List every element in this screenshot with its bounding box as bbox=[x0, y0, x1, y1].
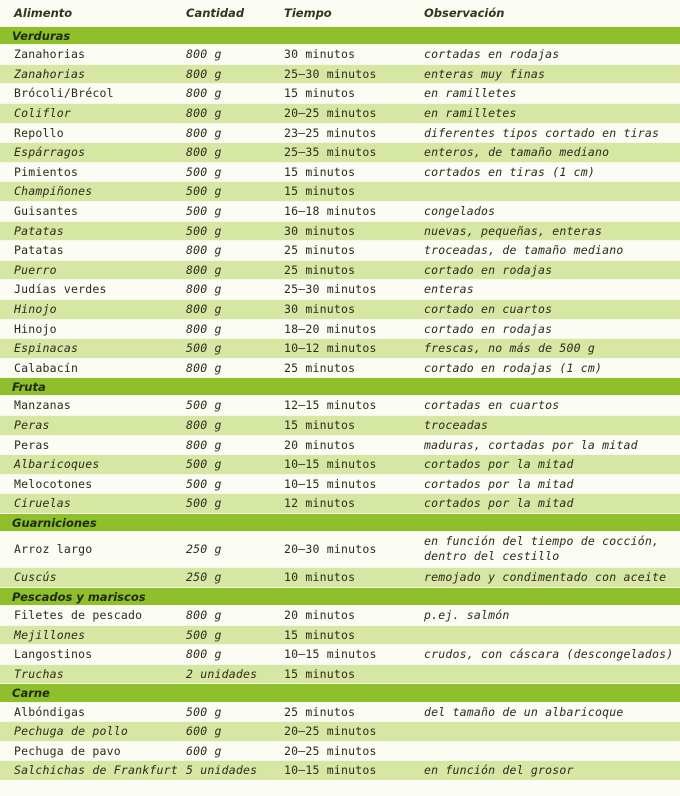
cell-cantidad: 500 g bbox=[186, 223, 222, 238]
cell-tiempo: 12 minutos bbox=[284, 496, 356, 511]
cell-alimento: Peras bbox=[14, 437, 50, 452]
cell-tiempo: 10–15 minutos bbox=[284, 457, 377, 472]
cell-tiempo: 20–25 minutos bbox=[284, 724, 377, 739]
cell-cantidad: 800 g bbox=[186, 418, 222, 433]
section-header: Verduras bbox=[0, 26, 680, 44]
cell-cantidad: 500 g bbox=[186, 341, 222, 356]
cell-alimento: Peras bbox=[14, 418, 50, 433]
cell-tiempo: 10–15 minutos bbox=[284, 763, 377, 778]
cell-cantidad: 500 g bbox=[186, 203, 222, 218]
cell-alimento: Brócoli/Brécol bbox=[14, 86, 114, 101]
cell-cantidad: 800 g bbox=[186, 647, 222, 662]
table-row bbox=[0, 181, 680, 201]
cell-observacion: en ramilletes bbox=[424, 86, 517, 101]
cell-tiempo: 30 minutos bbox=[284, 47, 356, 62]
cell-alimento: Albaricoques bbox=[14, 457, 100, 472]
cell-observacion: troceadas bbox=[424, 418, 489, 433]
cell-tiempo: 25–30 minutos bbox=[284, 66, 377, 81]
cell-observacion: en ramilletes bbox=[424, 105, 517, 120]
cell-cantidad: 800 g bbox=[186, 282, 222, 297]
table-row bbox=[0, 605, 680, 625]
table-row bbox=[0, 567, 680, 587]
cell-alimento: Repollo bbox=[14, 125, 64, 140]
table-row bbox=[0, 142, 680, 162]
cell-observacion: cortadas en rodajas bbox=[424, 47, 560, 62]
cell-observacion: cortados por la mitad bbox=[424, 476, 574, 491]
table-row bbox=[0, 221, 680, 241]
cell-tiempo: 16–18 minutos bbox=[284, 203, 377, 218]
cell-observacion: enteras bbox=[424, 282, 474, 297]
cell-tiempo: 15 minutos bbox=[284, 184, 356, 199]
cell-alimento: Salchichas de Frankfurt bbox=[14, 763, 178, 778]
section-header: Pescados y mariscos bbox=[0, 587, 680, 605]
cell-cantidad: 800 g bbox=[186, 360, 222, 375]
cell-tiempo: 10–12 minutos bbox=[284, 341, 377, 356]
cell-observacion: en función del grosor bbox=[424, 763, 574, 778]
cell-cantidad: 800 g bbox=[186, 608, 222, 622]
table-row bbox=[0, 279, 680, 299]
section-header: Guarniciones bbox=[0, 513, 680, 531]
cell-observacion: en función del tiempo de cocción, dentro del cestillo bbox=[424, 534, 660, 564]
cell-observacion: troceadas, de tamaño mediano bbox=[424, 243, 624, 258]
cell-tiempo: 20 minutos bbox=[284, 437, 356, 452]
cell-alimento: Melocotones bbox=[14, 476, 93, 491]
cell-observacion: enteros, de tamaño mediano bbox=[424, 145, 610, 160]
header-alimento: Alimento bbox=[14, 6, 73, 20]
section-header: Fruta bbox=[0, 377, 680, 395]
cell-cantidad: 800 g bbox=[186, 105, 222, 120]
cell-alimento: Cuscús bbox=[14, 570, 57, 585]
cell-tiempo: 18–20 minutos bbox=[284, 321, 377, 336]
cell-cantidad: 500 g bbox=[186, 184, 222, 199]
cell-cantidad: 800 g bbox=[186, 262, 222, 277]
table-row bbox=[0, 435, 680, 455]
cell-tiempo: 20–25 minutos bbox=[284, 105, 377, 120]
cell-observacion: crudos, con cáscara (descongelados) bbox=[424, 647, 674, 662]
table-row bbox=[0, 474, 680, 494]
cell-cantidad: 800 g bbox=[186, 145, 222, 160]
table-row bbox=[0, 454, 680, 474]
cell-observacion: p.ej. salmón bbox=[424, 608, 510, 622]
cell-tiempo: 15 minutos bbox=[284, 164, 356, 179]
cell-alimento: Hinojo bbox=[14, 301, 57, 316]
cell-cantidad: 500 g bbox=[186, 164, 222, 179]
cell-tiempo: 12–15 minutos bbox=[284, 398, 377, 413]
cell-cantidad: 500 g bbox=[186, 627, 222, 642]
cell-tiempo: 25 minutos bbox=[284, 704, 356, 719]
header-tiempo: Tiempo bbox=[284, 6, 332, 20]
cell-alimento: Coliflor bbox=[14, 105, 71, 120]
cell-cantidad: 2 unidades bbox=[186, 666, 258, 681]
cell-alimento: Espinacas bbox=[14, 341, 79, 356]
cell-cantidad: 500 g bbox=[186, 704, 222, 719]
header-observacion: Observación bbox=[424, 6, 505, 20]
cell-observacion: enteras muy finas bbox=[424, 66, 546, 81]
cell-alimento: Manzanas bbox=[14, 398, 71, 413]
cell-alimento: Ciruelas bbox=[14, 496, 71, 511]
table-row bbox=[0, 702, 680, 722]
table-row bbox=[0, 338, 680, 358]
cell-tiempo: 30 minutos bbox=[284, 301, 356, 316]
cell-tiempo: 30 minutos bbox=[284, 223, 356, 238]
cell-observacion: cortados en tiras (1 cm) bbox=[424, 164, 595, 179]
cell-tiempo: 20–30 minutos bbox=[284, 542, 377, 557]
cell-tiempo: 15 minutos bbox=[284, 627, 356, 642]
cell-alimento: Judías verdes bbox=[14, 282, 107, 297]
cell-cantidad: 500 g bbox=[186, 398, 222, 413]
cell-alimento: Guisantes bbox=[14, 203, 79, 218]
table-row bbox=[0, 103, 680, 123]
section-header: Carne bbox=[0, 683, 680, 701]
table-row bbox=[0, 531, 680, 567]
cell-observacion: cortados por la mitad bbox=[424, 457, 574, 472]
table-row bbox=[0, 299, 680, 319]
cell-tiempo: 25 minutos bbox=[284, 360, 356, 375]
table-row bbox=[0, 240, 680, 260]
cell-alimento: Puerro bbox=[14, 262, 57, 277]
cell-alimento: Pimientos bbox=[14, 164, 79, 179]
cell-observacion: cortado en rodajas bbox=[424, 262, 553, 277]
table-row bbox=[0, 260, 680, 280]
cell-observacion: remojado y condimentado con aceite bbox=[424, 570, 667, 585]
table-row bbox=[0, 644, 680, 664]
cell-alimento: Patatas bbox=[14, 223, 64, 238]
cell-alimento: Calabacín bbox=[14, 360, 79, 375]
cell-observacion: nuevas, pequeñas, enteras bbox=[424, 223, 603, 238]
cell-tiempo: 10–15 minutos bbox=[284, 476, 377, 491]
table-row bbox=[0, 123, 680, 143]
table-row bbox=[0, 83, 680, 103]
cell-observacion: cortado en rodajas (1 cm) bbox=[424, 360, 603, 375]
cell-cantidad: 800 g bbox=[186, 86, 222, 101]
cell-tiempo: 20 minutos bbox=[284, 608, 356, 622]
cell-cantidad: 250 g bbox=[186, 570, 222, 585]
cell-cantidad: 800 g bbox=[186, 437, 222, 452]
cell-observacion: frescas, no más de 500 g bbox=[424, 341, 595, 356]
cell-tiempo: 25–35 minutos bbox=[284, 145, 377, 160]
cell-tiempo: 10–15 minutos bbox=[284, 647, 377, 662]
cell-observacion: cortado en cuartos bbox=[424, 301, 553, 316]
cell-alimento: Mejillones bbox=[14, 627, 86, 642]
cell-tiempo: 15 minutos bbox=[284, 666, 356, 681]
cell-cantidad: 500 g bbox=[186, 457, 222, 472]
cell-tiempo: 15 minutos bbox=[284, 418, 356, 433]
cell-cantidad: 800 g bbox=[186, 301, 222, 316]
cell-cantidad: 800 g bbox=[186, 243, 222, 258]
cell-cantidad: 800 g bbox=[186, 47, 222, 62]
table-row bbox=[0, 415, 680, 435]
table-row bbox=[0, 625, 680, 645]
table-row bbox=[0, 64, 680, 84]
cell-observacion: cortadas en cuartos bbox=[424, 398, 560, 413]
cell-alimento: Hinojo bbox=[14, 321, 57, 336]
cell-observacion: cortado en rodajas bbox=[424, 321, 553, 336]
table-row bbox=[0, 44, 680, 64]
cell-observacion: del tamaño de un albaricoque bbox=[424, 704, 624, 719]
table-row bbox=[0, 741, 680, 761]
cell-cantidad: 600 g bbox=[186, 724, 222, 739]
cell-cantidad: 5 unidades bbox=[186, 763, 258, 778]
cell-cantidad: 800 g bbox=[186, 66, 222, 81]
cell-cantidad: 800 g bbox=[186, 321, 222, 336]
cell-alimento: Filetes de pescado bbox=[14, 608, 143, 622]
header-cantidad: Cantidad bbox=[186, 6, 245, 20]
cell-alimento: Espárragos bbox=[14, 145, 86, 160]
cell-tiempo: 23–25 minutos bbox=[284, 125, 377, 140]
cell-cantidad: 500 g bbox=[186, 496, 222, 511]
cell-cantidad: 600 g bbox=[186, 743, 222, 758]
cell-alimento: Pechuga de pavo bbox=[14, 743, 121, 758]
cell-alimento: Langostinos bbox=[14, 647, 93, 662]
cell-tiempo: 15 minutos bbox=[284, 86, 356, 101]
cell-observacion: maduras, cortadas por la mitad bbox=[424, 437, 638, 452]
cell-observacion: diferentes tipos cortado en tiras bbox=[424, 125, 660, 140]
table-row bbox=[0, 721, 680, 741]
table-row bbox=[0, 760, 680, 780]
cell-tiempo: 25 minutos bbox=[284, 262, 356, 277]
cell-alimento: Truchas bbox=[14, 666, 64, 681]
cell-alimento: Albóndigas bbox=[14, 704, 86, 719]
cell-cantidad: 500 g bbox=[186, 476, 222, 491]
cell-alimento: Arroz largo bbox=[14, 542, 93, 557]
cell-alimento: Patatas bbox=[14, 243, 64, 258]
table-header bbox=[0, 0, 680, 26]
cell-cantidad: 800 g bbox=[186, 125, 222, 140]
cell-tiempo: 25 minutos bbox=[284, 243, 356, 258]
cell-alimento: Champiñones bbox=[14, 184, 93, 199]
cell-cantidad: 250 g bbox=[186, 542, 222, 557]
cell-tiempo: 20–25 minutos bbox=[284, 743, 377, 758]
table-row bbox=[0, 162, 680, 182]
table-row bbox=[0, 395, 680, 415]
table-row bbox=[0, 319, 680, 339]
cell-tiempo: 10 minutos bbox=[284, 570, 356, 585]
table-row bbox=[0, 493, 680, 513]
cell-alimento: Pechuga de pollo bbox=[14, 724, 128, 739]
cell-observacion: congelados bbox=[424, 203, 496, 218]
table-row bbox=[0, 201, 680, 221]
cell-alimento: Zanahorias bbox=[14, 66, 86, 81]
cell-observacion: cortados por la mitad bbox=[424, 496, 574, 511]
cell-alimento: Zanahorias bbox=[14, 47, 86, 62]
table-row bbox=[0, 664, 680, 684]
table-body bbox=[0, 26, 680, 780]
table-row bbox=[0, 358, 680, 378]
cell-tiempo: 25–30 minutos bbox=[284, 282, 377, 297]
